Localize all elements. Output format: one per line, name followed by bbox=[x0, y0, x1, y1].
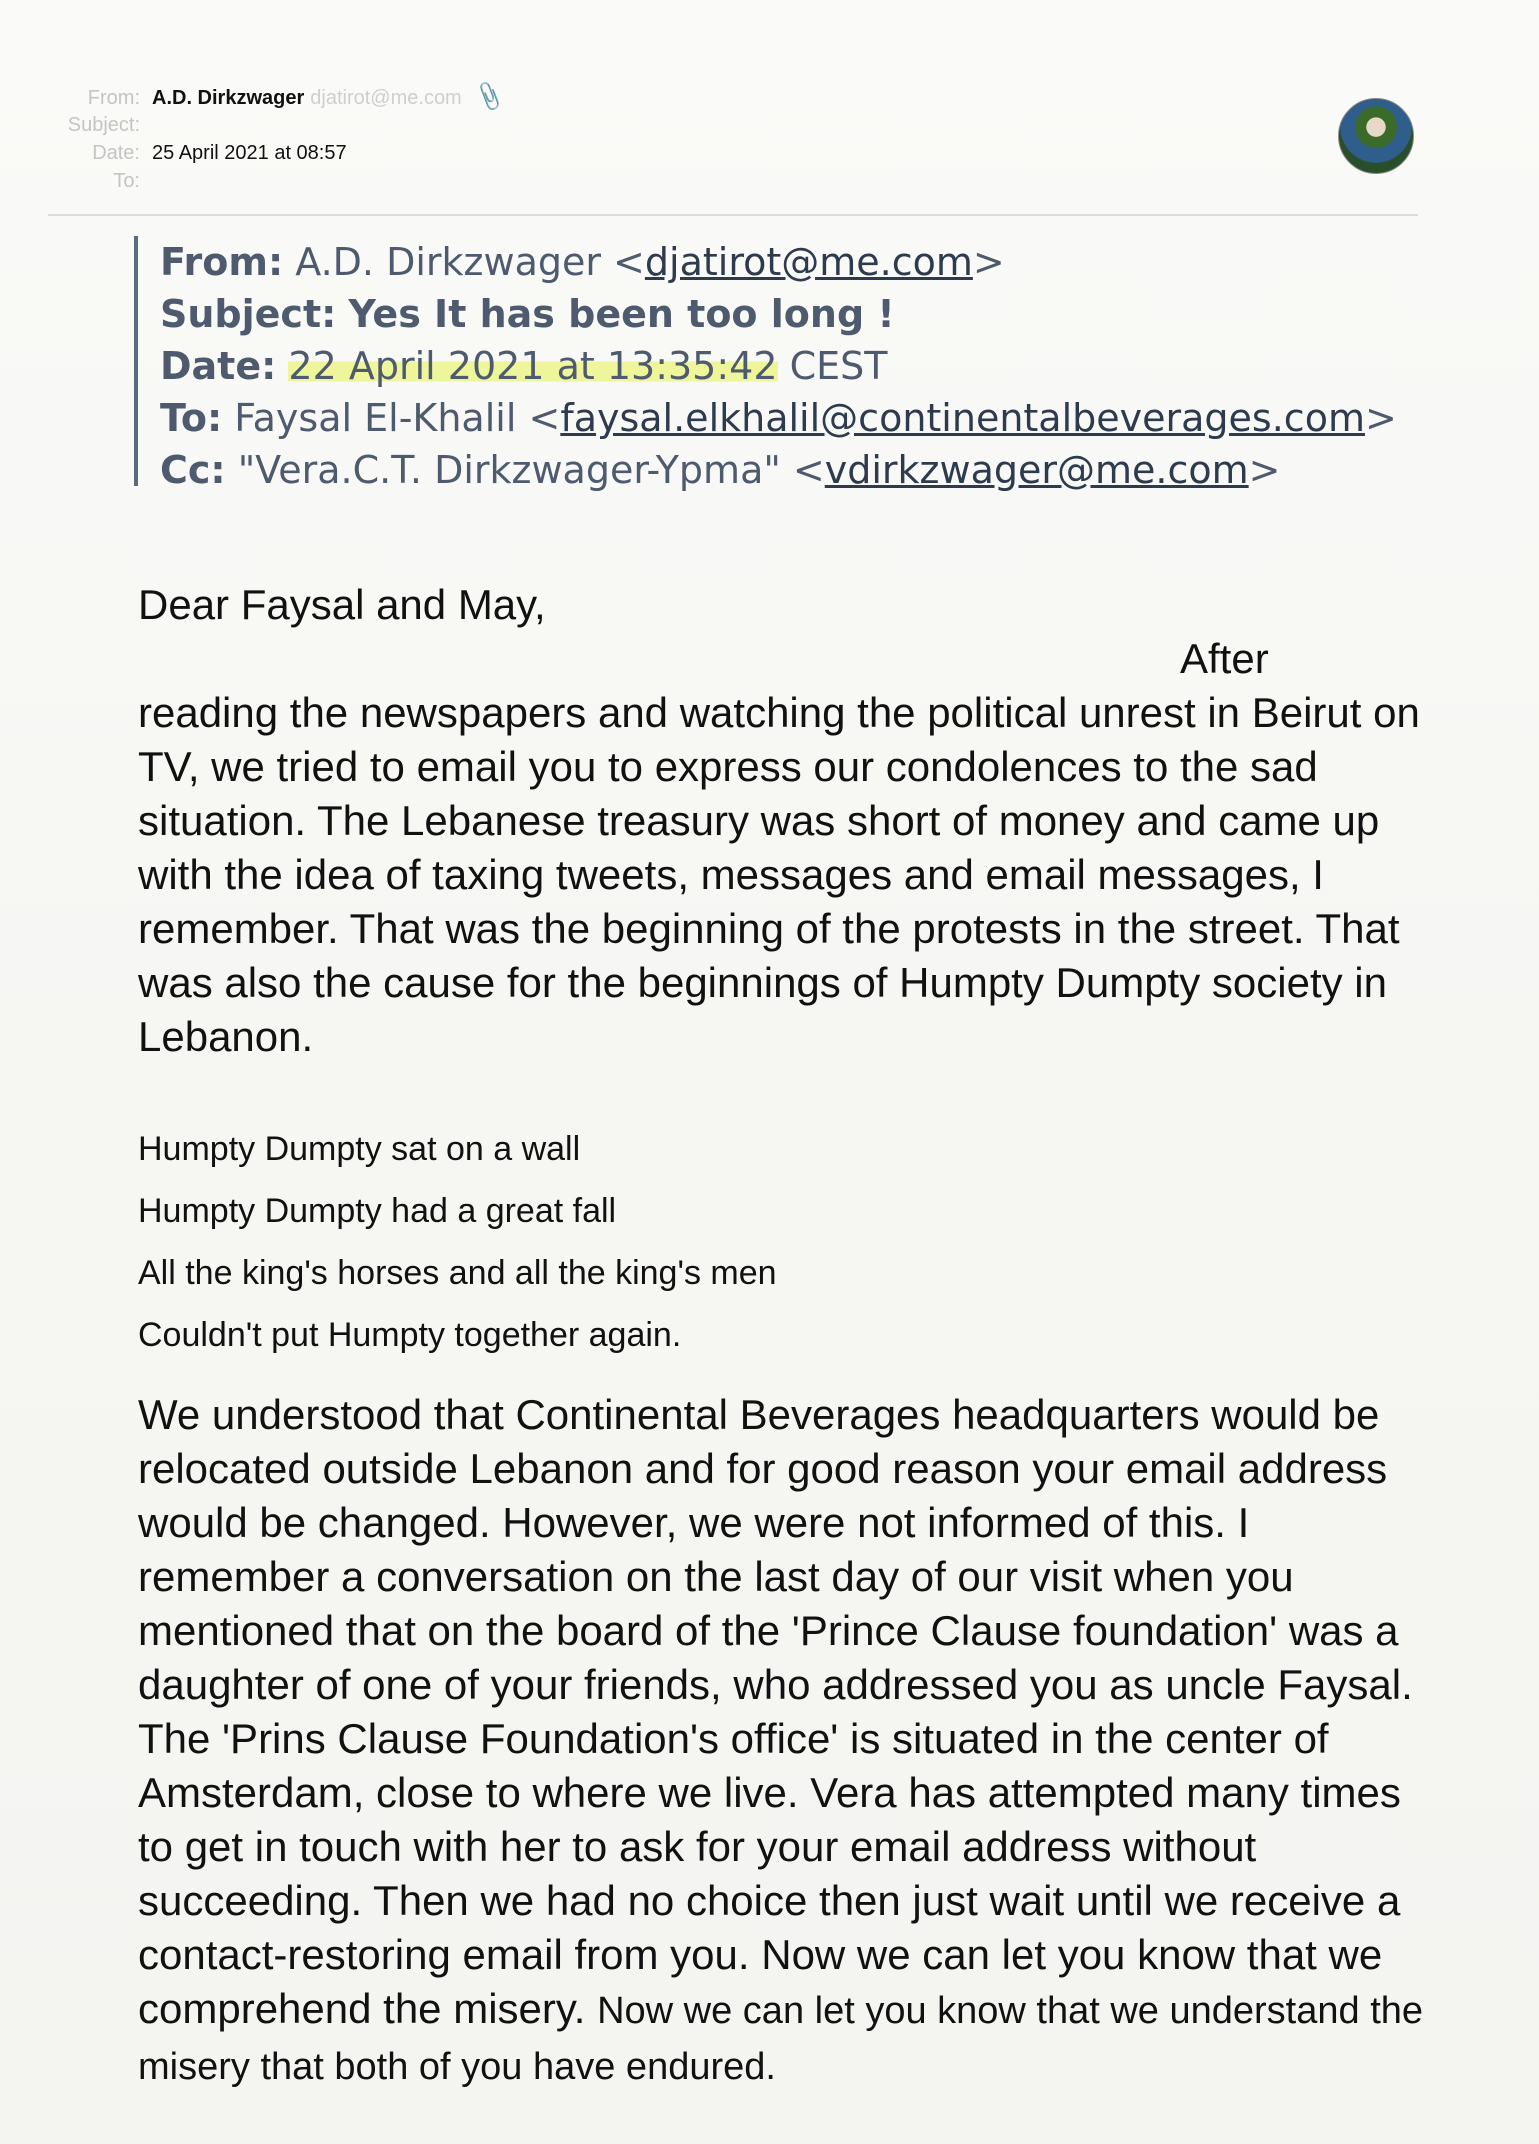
quoted-from-email[interactable]: djatirot@me.com bbox=[644, 240, 973, 284]
mail-header bbox=[48, 80, 1418, 216]
from-label: From: bbox=[87, 87, 140, 109]
quoted-cc-name: "Vera.C.T. Dirkzwager-Ypma" < bbox=[237, 448, 825, 492]
sender-email[interactable]: djatirot@me.com bbox=[310, 87, 462, 109]
quoted-from-row bbox=[160, 236, 1414, 288]
quoted-to-label: To: bbox=[160, 396, 223, 440]
mail-to-row bbox=[48, 168, 152, 194]
sender-name: A.D. Dirkzwager bbox=[152, 87, 305, 109]
mail-date-row bbox=[48, 140, 347, 166]
date-label: Date: bbox=[92, 142, 140, 164]
quoted-header bbox=[134, 236, 1414, 492]
paragraph-2-tail: Now we can let you know that we understand the misery that both of you have endured. bbox=[138, 1990, 1424, 2088]
quoted-cc-close: > bbox=[1248, 448, 1281, 492]
poem bbox=[138, 1118, 1338, 1366]
poem-line: Couldn't put Humpty together again. bbox=[138, 1316, 682, 1354]
poem-line: Humpty Dumpty sat on a wall bbox=[138, 1130, 581, 1168]
mail-from-row bbox=[48, 80, 507, 113]
quoted-subject-value: Yes It has been too long ! bbox=[348, 292, 895, 336]
paperclip-icon[interactable]: 📎 bbox=[472, 80, 507, 113]
quoted-to-close: > bbox=[1364, 396, 1397, 440]
greeting: Dear Faysal and May, bbox=[138, 581, 546, 628]
quoted-to-row bbox=[160, 392, 1414, 444]
quoted-subject-row bbox=[160, 288, 1414, 340]
quoted-to-email[interactable]: faysal.elkhalil@continentalbeverages.com bbox=[560, 396, 1365, 440]
quoted-cc-row bbox=[160, 444, 1414, 496]
quoted-cc-label: Cc: bbox=[160, 448, 226, 492]
poem-line: All the king's horses and all the king's men bbox=[138, 1254, 777, 1292]
quoted-cc-email[interactable]: vdirkzwager@me.com bbox=[824, 448, 1249, 492]
quoted-from-label: From: bbox=[160, 240, 284, 284]
quoted-date-value: 22 April 2021 at 13:35:42 bbox=[288, 344, 778, 388]
quoted-date-row bbox=[160, 340, 1414, 392]
quoted-from-close: > bbox=[972, 240, 1005, 284]
quoted-date-tz: CEST bbox=[777, 344, 888, 388]
paragraph-2-text: We understood that Continental Beverages headquarters would be relocated outside Lebanon and for good reason your email address would be changed. However, we were not informed of this. I remember a conversation on the last day of our visit when you mentioned that on the board of the 'Prince Clause foundation' was a daughter of one of your friends, who addressed you as uncle Faysal. The 'Prins Clause Foundation's office' is situated in the center of Amsterdam, close to where we live. Vera has attempted many times to get in touch with her to ask for your email address without succeeding. Then we had no choice then just wait until we receive a contact-restoring email from you. Now we can let you know that we comprehend the misery. bbox=[138, 1391, 1413, 2032]
after-word: After bbox=[1180, 635, 1269, 682]
to-label: To: bbox=[113, 170, 140, 192]
quoted-date-label: Date: bbox=[160, 344, 277, 388]
avatar[interactable] bbox=[1338, 98, 1414, 174]
poem-line: Humpty Dumpty had a great fall bbox=[138, 1192, 617, 1230]
date-value: 25 April 2021 at 08:57 bbox=[152, 142, 347, 164]
subject-label: Subject: bbox=[67, 114, 140, 136]
paragraph-2 bbox=[138, 1388, 1428, 2094]
paragraph-1: reading the newspapers and watching the political unrest in Beirut on TV, we tried to email you to express our condolences to the sad situation. The Lebanese treasury was short of money and came up with the idea of taxing tweets, messages and email messages, I remember. That was the beginning of the protests in the street. That was also the cause for the beginnings of Humpty Dumpty society in Lebanon. bbox=[138, 689, 1420, 1060]
quoted-to-name: Faysal El-Khalil < bbox=[234, 396, 561, 440]
quoted-from-name: A.D. Dirkzwager < bbox=[295, 240, 645, 284]
mail-subject-row bbox=[48, 112, 152, 138]
quoted-subject-label: Subject: bbox=[160, 292, 337, 336]
